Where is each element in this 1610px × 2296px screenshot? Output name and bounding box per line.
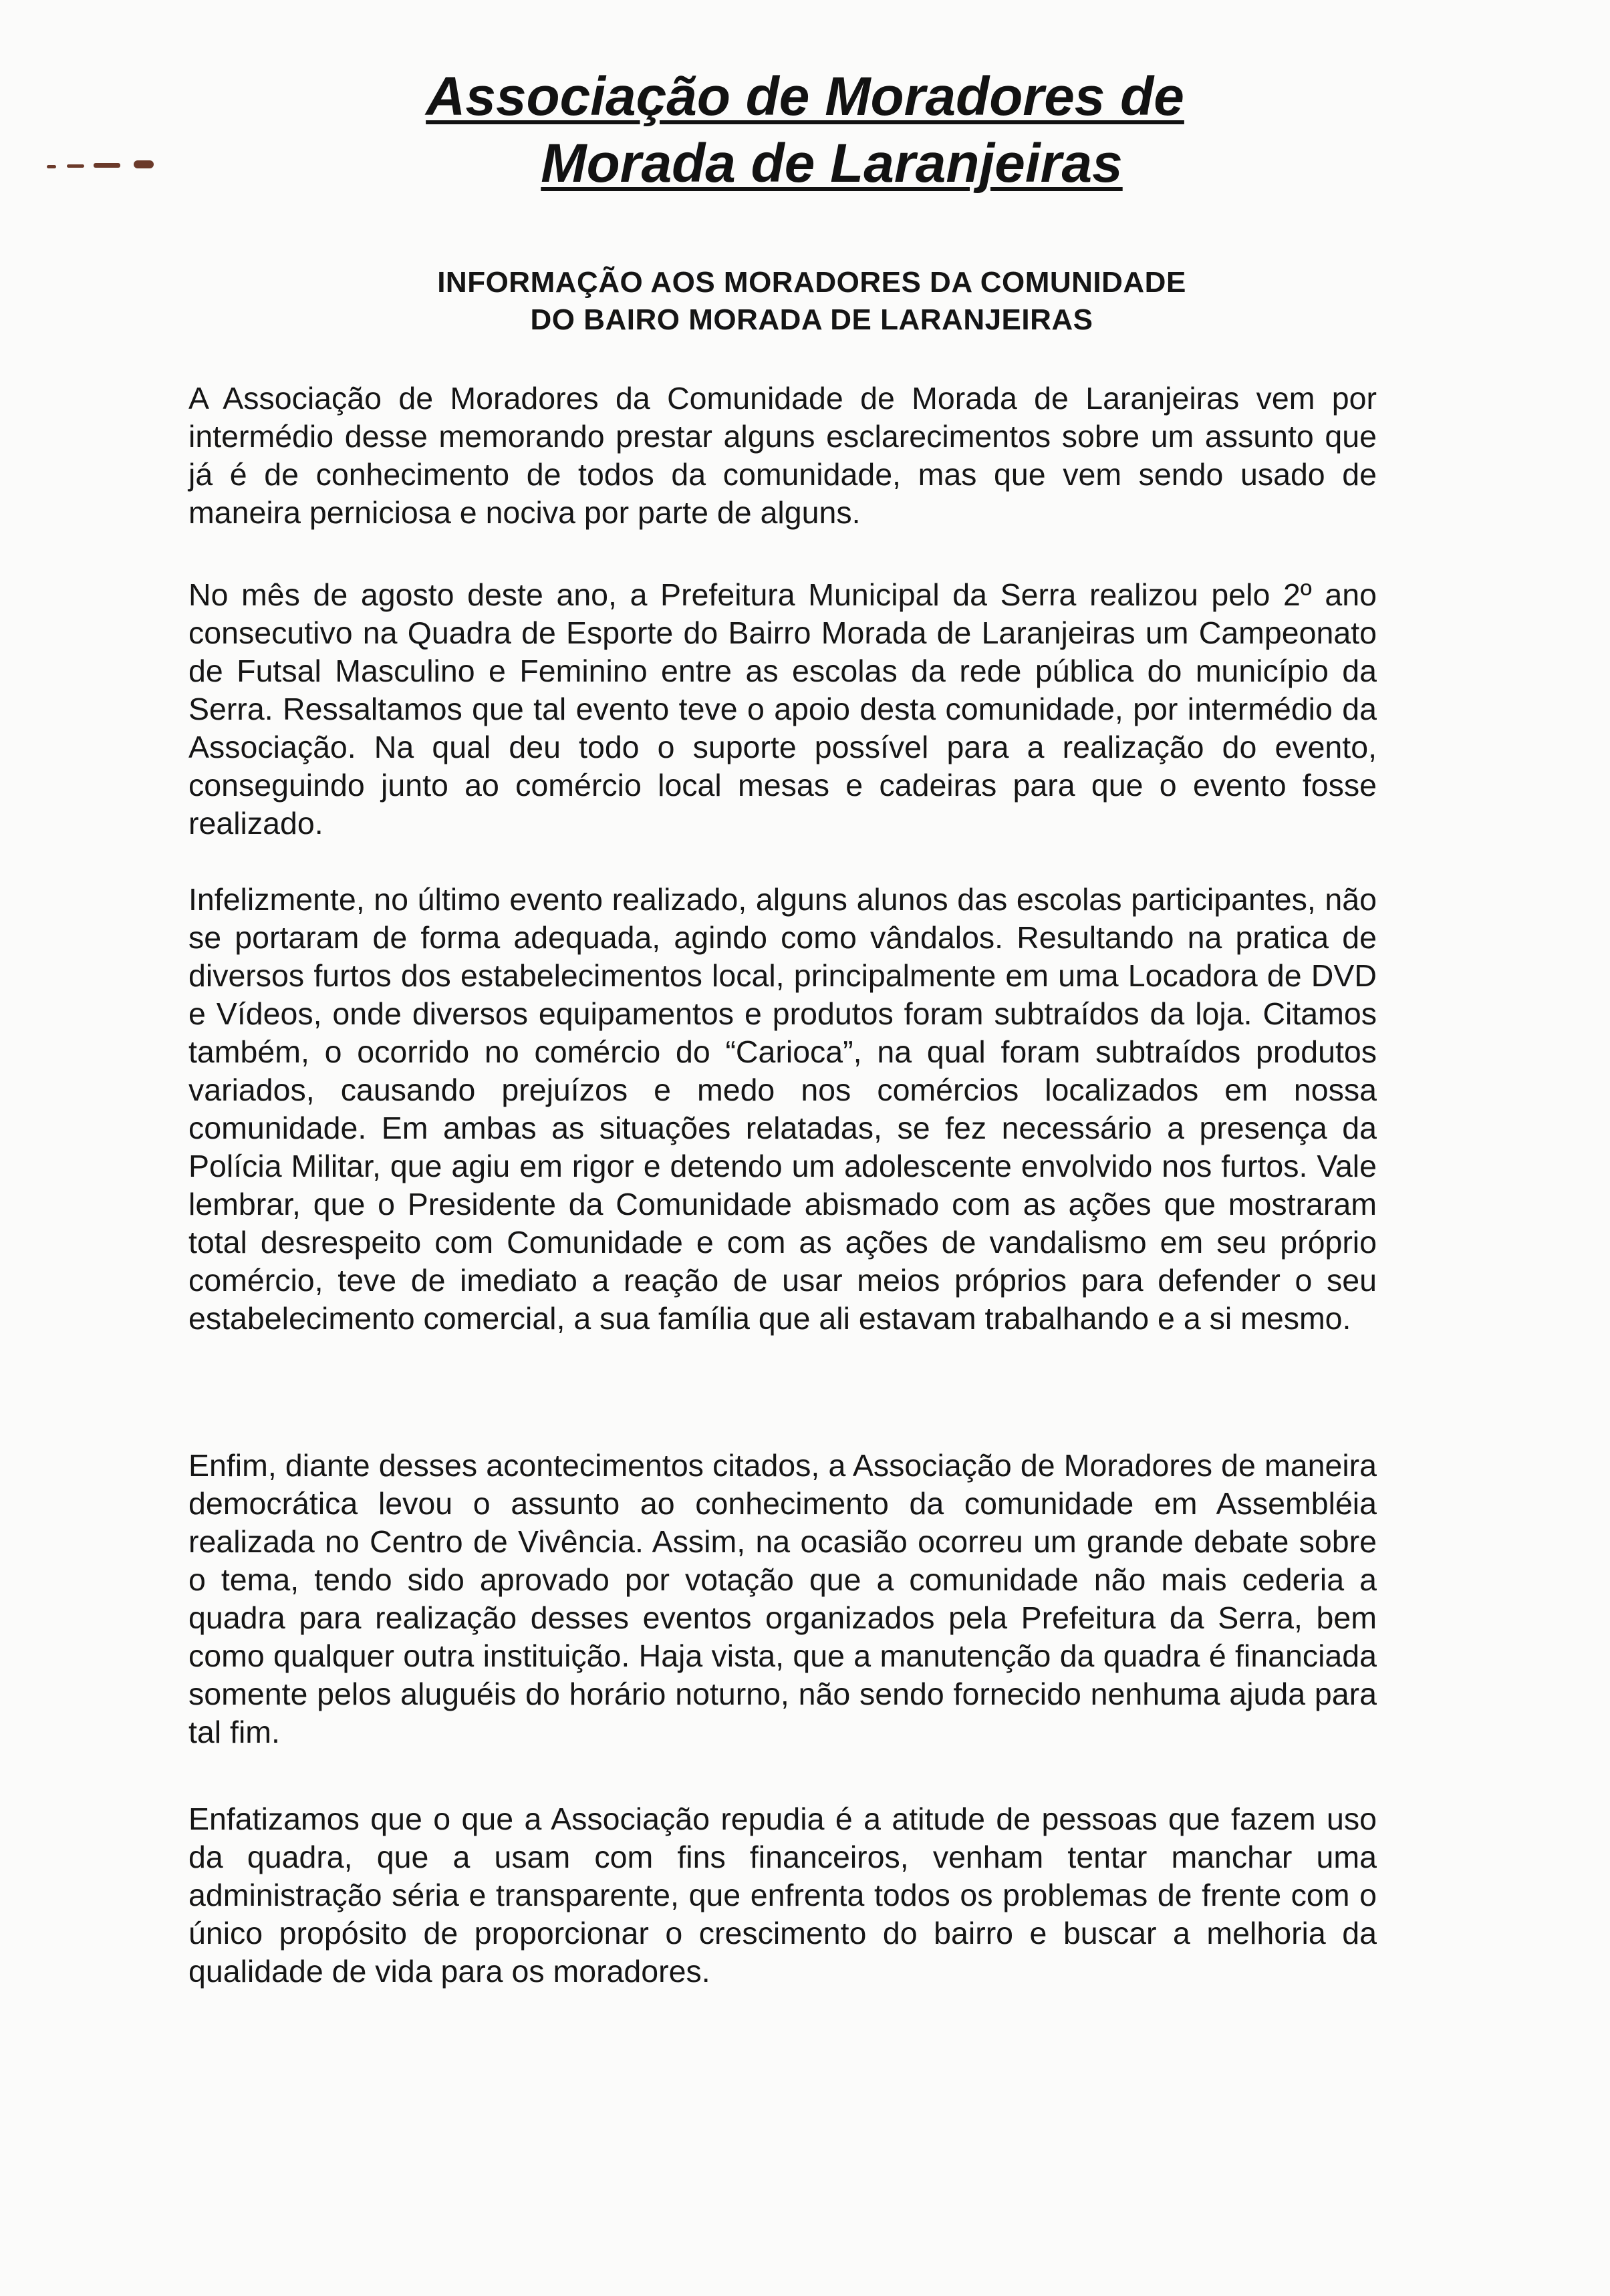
paragraph-event: No mês de agosto deste ano, a Prefeitura Municipal da Serra realizou pelo 2º ano consecutivo na Quadra de Esporte do Bairro Morada de Laranjeiras um Campeonato de Futsal Masculino e Feminino entre as escolas da rede pública do município da Serra. Ressaltamos que tal evento teve o apoio desta comunidade, por intermédio da Associação. Na qual deu todo o suporte possível para a realização do evento, conseguindo junto ao comércio local mesas e cadeiras para que o evento fosse realizado. [188,577,1377,841]
organization-title [0,63,1610,197]
paragraph-incidents: Infelizmente, no último evento realizado, alguns alunos das escolas participantes, não se portaram de forma adequada, agindo como vândalos. Resultando na pratica de diversos furtos dos estabelecimentos local, principalmente em uma Locadora de DVD e Vídeos, onde diversos equipamentos e produtos foram subtraídos da loja. Citamos também, o ocorrido no comércio do “Carioca”, na qual foram subtraídos produtos variados, causando prejuízos e medo nos comércios localizados em nossa comunidade. Em ambas as situações relatadas, se fez necessário a presença da Polícia Militar, que agiu em rigor e detendo um adolescente envolvido nos furtos. Vale lembrar, que o Presidente da Comunidade abismado com as ações que mostraram total desrespeito com Comunidade e com as ações de vandalismo em seu próprio comércio, teve de imediato a reação de usar meios próprios para defender o seu estabelecimento comercial, a sua família que ali estavam trabalhando e a si mesmo. [188,882,1377,1336]
paragraph-assembly: Enfim, diante desses acontecimentos citados, a Associação de Moradores de maneira democrática levou o assunto ao conhecimento da comunidade em Assembléia realizada no Centro de Vivência. Assim, na ocasião ocorreu um grande debate sobre o tema, tendo sido aprovado por votação que a comunidade não mais cederia a quadra para realização desses eventos organizados pela Prefeitura da Serra, bem como qualquer outra instituição. Haja vista, que a manutenção da quadra é financiada somente pelos aluguéis do horário noturno, não sendo fornecido nenhuma ajuda para tal fim. [188,1448,1377,1749]
paragraph-intro: A Associação de Moradores da Comunidade de Morada de Laranjeiras vem por intermédio desse memorando prestar alguns esclarecimentos sobre um assunto que já é de conhecimento de todos da comunidade, mas que vem sendo usado de maneira perniciosa e nociva por parte de alguns. [188,381,1377,530]
document-subtitle [0,264,1610,339]
paragraph-conclusion: Enfatizamos que o que a Associação repudia é a atitude de pessoas que fazem uso da quadra, que a usam com fins financeiros, venham tentar manchar uma administração séria e transparente, que enfrenta todos os problemas de frente com o único propósito de proporcionar o crescimento do bairro e buscar a melhoria da qualidade de vida para os moradores. [188,1802,1377,1989]
subtitle-line-2: DO BAIRO MORADA DE LARANJEIRAS [530,303,1093,336]
subtitle-line-1: INFORMAÇÃO AOS MORADORES DA COMUNIDADE [437,266,1186,299]
title-line-1: Associação de Moradores de [426,66,1184,127]
title-line-2: Morada de Laranjeiras [541,133,1123,194]
